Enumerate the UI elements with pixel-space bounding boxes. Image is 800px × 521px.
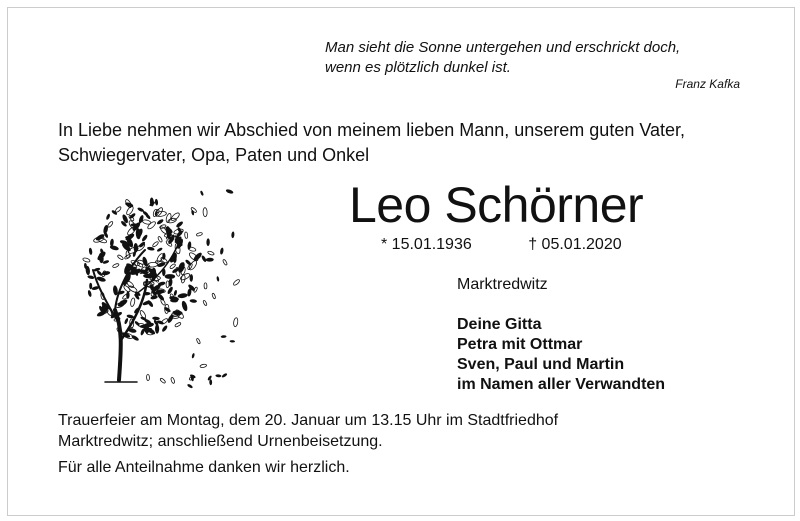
quote-author: Franz Kafka xyxy=(675,77,740,91)
tree-with-falling-leaves-icon xyxy=(75,170,245,395)
life-dates xyxy=(381,236,622,254)
kafka-quote xyxy=(325,38,745,78)
thanks-text: Für alle Anteilnahme danken wir herzlich. xyxy=(58,459,350,476)
death-date: † 05.01.2020 xyxy=(528,236,622,253)
funeral-info xyxy=(58,410,558,452)
funeral-line-1: Trauerfeier am Montag, dem 20. Januar um 13.15 Uhr im Stadtfriedhof xyxy=(58,412,559,429)
intro-line-1: In Liebe nehmen wir Abschied von meinem lieben Mann, unserem guten Vater, xyxy=(58,120,686,140)
residence: Marktredwitz xyxy=(457,276,548,293)
mourner-line: Deine Gitta xyxy=(457,316,542,333)
deceased-name: Leo Schörner xyxy=(349,177,644,233)
mourners-list xyxy=(457,315,665,395)
intro-line-2: Schwiegervater, Opa, Paten und Onkel xyxy=(58,145,370,165)
mourner-line: Sven, Paul und Martin xyxy=(457,356,625,373)
birth-date: * 15.01.1936 xyxy=(381,236,472,253)
mourner-line: Petra mit Ottmar xyxy=(457,336,583,353)
funeral-line-2: Marktredwitz; anschließend Urnenbeisetzung. xyxy=(58,433,383,450)
quote-line-1: Man sieht die Sonne untergehen und erschrickt doch, xyxy=(325,39,681,56)
intro-text xyxy=(58,118,758,168)
mourner-line: im Namen aller Verwandten xyxy=(457,376,666,393)
quote-line-2: wenn es plötzlich dunkel ist. xyxy=(325,59,511,76)
